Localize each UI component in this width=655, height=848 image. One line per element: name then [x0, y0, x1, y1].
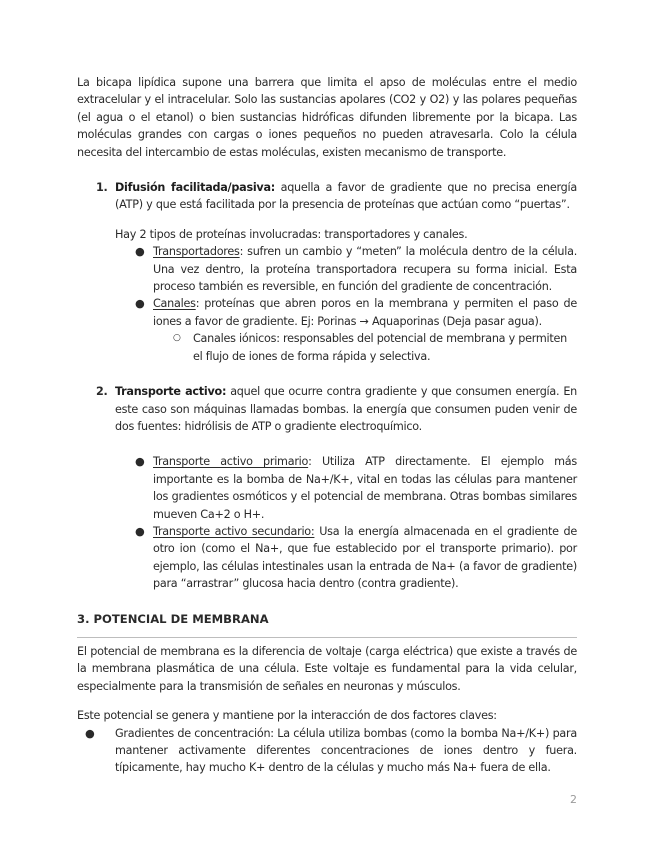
- bullet-transportadores: [77, 243, 577, 295]
- bullet-icon: ●: [135, 297, 145, 311]
- bullet-label: Transporte activo primario: [153, 455, 309, 469]
- bullet-icon: ●: [85, 726, 95, 740]
- bullet-label: Transporte activo secundario:: [153, 524, 315, 538]
- bullet-text: Gradientes de concentración: La célula utiliza bombas (como la bomba Na+/K+) para mantener activamente diferentes concentraciones de iones dentro y fuera. típicamente, hay mucho K+ dentro de la células y mucho más Na+ fuera de ella.: [115, 726, 577, 775]
- circle-bullet-icon: ○: [173, 333, 181, 344]
- item-text: aquel que ocurre contra gradiente y que consumen energía. En este caso son máquinas llamadas bombas. la energía que consumen puden venir de dos fuentes: hidrólisis de ATP o gradiente electroquímico.: [115, 385, 578, 433]
- bullet-label: Transportadores: [153, 245, 240, 259]
- bullet-icon: ●: [135, 245, 145, 259]
- intro-paragraph: La bicapa lipídica supone una barrera que limita el apso de moléculas entre el medio extracelular y el intracelular. Solo las sustancias apolares (CO2 y O2) y las polares pequeñas (el agua o el etanol) o bien sustancias hidróficas difunden libremente por la bicapa. Las moléculas grandes con cargas o iones pequeños no pueden atravesarla. Colo la célula necesita del intercambio de estas moléculas, existen mecanismo de transporte.: [77, 76, 577, 159]
- sub-bullet-canales-ionicos: [77, 330, 577, 365]
- bullet-activo-primario: [77, 453, 577, 523]
- sub-bullet-text: Canales iónicos: responsables del potencial de membrana y permiten el flujo de iones de forma rápida y selectiva.: [193, 332, 567, 363]
- document-page: [77, 74, 577, 777]
- page-number: 2: [570, 793, 577, 806]
- item-title: Difusión facilitada/pasiva:: [115, 181, 275, 195]
- item-title: Transporte activo:: [115, 385, 227, 399]
- bullet-activo-secundario: [77, 523, 577, 593]
- bullet-text: Usa la energía almacenada en el gradiente de otro ion (como el Na+, que fue establecido por el transporte primario). por ejemplo, las células intestinales usan la entrada de Na+ (a favor de gradiente) para “arrastrar” glucosa hacia dentro (contra gradiente).: [153, 524, 577, 591]
- list-item-transporte-activo: [77, 383, 577, 435]
- potencial-paragraph: El potencial de membrana es la diferencia de voltaje (carga eléctrica) que existe a través de la membrana plasmática de una célula. Este voltaje es fundamental para la vida celular, especialmente para la transmisión de señales en neuronas y músculos.: [77, 644, 577, 693]
- bullet-text: : sufren un cambio y “meten” la molécula dentro de la célula. Una vez dentro, la proteína transportadora recupera su forma inicial. Esta proceso también es reversible, en función del gradiente de concentración.: [153, 245, 577, 294]
- bullet-label: Canales: [153, 297, 196, 311]
- bullet-icon: ●: [135, 524, 145, 538]
- factores-paragraph: Este potencial se genera y mantiene por la interacción de dos factores claves:: [77, 709, 497, 723]
- bullet-canales: [77, 295, 577, 330]
- section-divider: [77, 637, 577, 638]
- item-text: aquella a favor de gradiente que no precisa energía (ATP) y que está facilitada por la presencia de proteínas que actúan como “puertas”.: [115, 181, 577, 212]
- section-heading: 3. POTENCIAL DE MEMBRANA: [77, 611, 269, 626]
- proteins-intro: Hay 2 tipos de proteínas involucradas: transportadores y canales.: [115, 227, 468, 241]
- bullet-gradientes: [77, 725, 577, 777]
- transport-list: [77, 179, 577, 593]
- list-item-difusion: [77, 179, 577, 214]
- item-number: 2.: [96, 385, 108, 399]
- bullet-text: : proteínas que abren poros en la membrana y permiten el paso de iones a favor de gradiente. Ej: Porinas → Aquaporinas (Deja pasar agua).: [153, 297, 577, 328]
- bullet-text: : Utiliza ATP directamente. El ejemplo más importante es la bomba de Na+/K+, vital en todas las células para mantener los gradientes osmóticos y el potencial de membrana. Otras bombas similares mueven Ca+2 o H+.: [153, 455, 577, 521]
- bullet-icon: ●: [135, 455, 145, 469]
- item-number: 1.: [96, 181, 108, 195]
